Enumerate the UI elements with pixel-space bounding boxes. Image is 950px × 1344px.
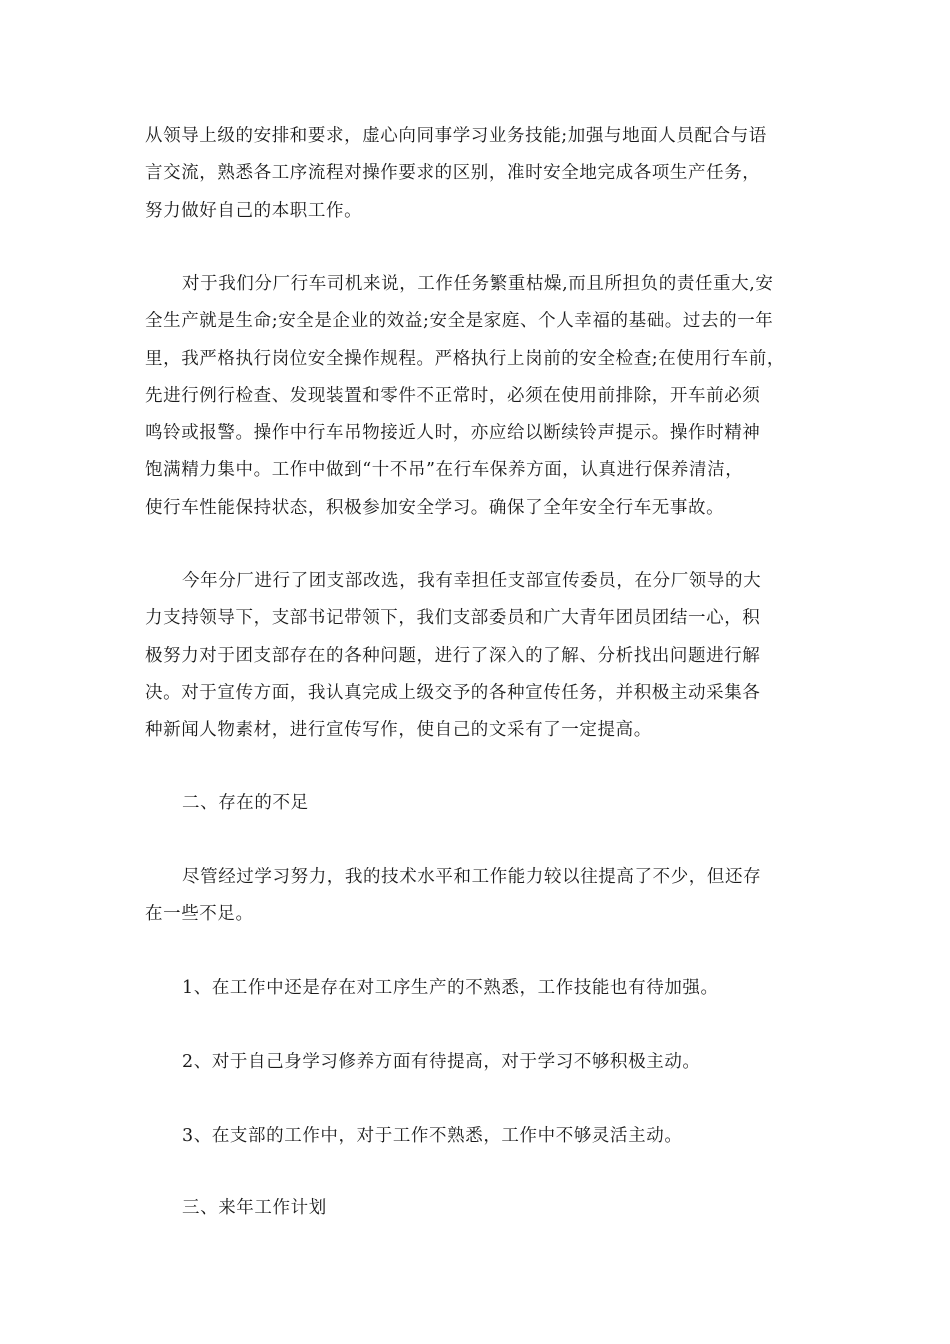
list-item-text: 2、对于自己身学习修养方面有待提高，对于学习不够积极主动。 bbox=[182, 1052, 701, 1072]
text-line: 言交流，熟悉各工序流程对操作要求的区别，准时安全地完成各项生产任务， bbox=[145, 163, 761, 184]
body-paragraph bbox=[145, 118, 810, 230]
heading-text: 二、存在的不足 bbox=[182, 793, 309, 813]
section-heading bbox=[145, 1190, 810, 1227]
text-line: 决。对于宣传方面，我认真完成上级交予的各种宣传任务，并积极主动采集各 bbox=[145, 682, 761, 703]
text-line: 全生产就是生命;安全是企业的效益;安全是家庭、个人幸福的基础。过去的一年 bbox=[145, 311, 774, 332]
body-paragraph bbox=[145, 563, 810, 749]
heading-text: 三、来年工作计划 bbox=[182, 1198, 327, 1218]
list-item bbox=[145, 1118, 810, 1155]
text-line: 对于我们分厂行车司机来说，工作任务繁重枯燥,而且所担负的责任重大,安 bbox=[182, 274, 774, 294]
text-line: 极努力对于团支部存在的各种问题，进行了深入的了解、分析找出问题进行解 bbox=[145, 645, 761, 666]
text-line: 力支持领导下，支部书记带领下，我们支部委员和广大青年团员团结一心，积 bbox=[145, 608, 761, 629]
list-item-text: 1、在工作中还是存在对工序生产的不熟悉，工作技能也有待加强。 bbox=[182, 978, 719, 998]
body-paragraph bbox=[145, 859, 810, 934]
text-line: 鸣铃或报警。操作中行车吊物接近人时，亦应给以断续铃声提示。操作时精神 bbox=[145, 423, 761, 444]
body-paragraph bbox=[145, 266, 810, 527]
list-item-text: 3、在支部的工作中，对于工作不熟悉，工作中不够灵活主动。 bbox=[182, 1126, 683, 1146]
text-line: 饱满精力集中。工作中做到“十不吊”在行车保养方面，认真进行保养清洁， bbox=[145, 460, 744, 481]
text-line: 今年分厂进行了团支部改选，我有幸担任支部宣传委员，在分厂领导的大 bbox=[182, 571, 762, 591]
text-line: 先进行例行检查、发现装置和零件不正常时，必须在使用前排除，开车前必须 bbox=[145, 385, 761, 406]
list-item bbox=[145, 1044, 810, 1081]
text-line: 尽管经过学习努力，我的技术水平和工作能力较以往提高了不少，但还存 bbox=[182, 867, 762, 887]
section-heading bbox=[145, 785, 810, 822]
text-line: 从领导上级的安排和要求，虚心向同事学习业务技能;加强与地面人员配合与语 bbox=[145, 126, 767, 146]
text-line: 努力做好自己的本职工作。 bbox=[145, 200, 363, 221]
text-line: 在一些不足。 bbox=[145, 904, 254, 925]
list-item bbox=[145, 970, 810, 1007]
text-line: 里，我严格执行岗位安全操作规程。严格执行上岗前的安全检查;在使用行车前， bbox=[145, 348, 785, 369]
text-line: 使行车性能保持状态，积极参加安全学习。确保了全年安全行车无事故。 bbox=[145, 497, 725, 518]
text-line: 种新闻人物素材，进行宣传写作，使自己的文采有了一定提高。 bbox=[145, 720, 652, 741]
